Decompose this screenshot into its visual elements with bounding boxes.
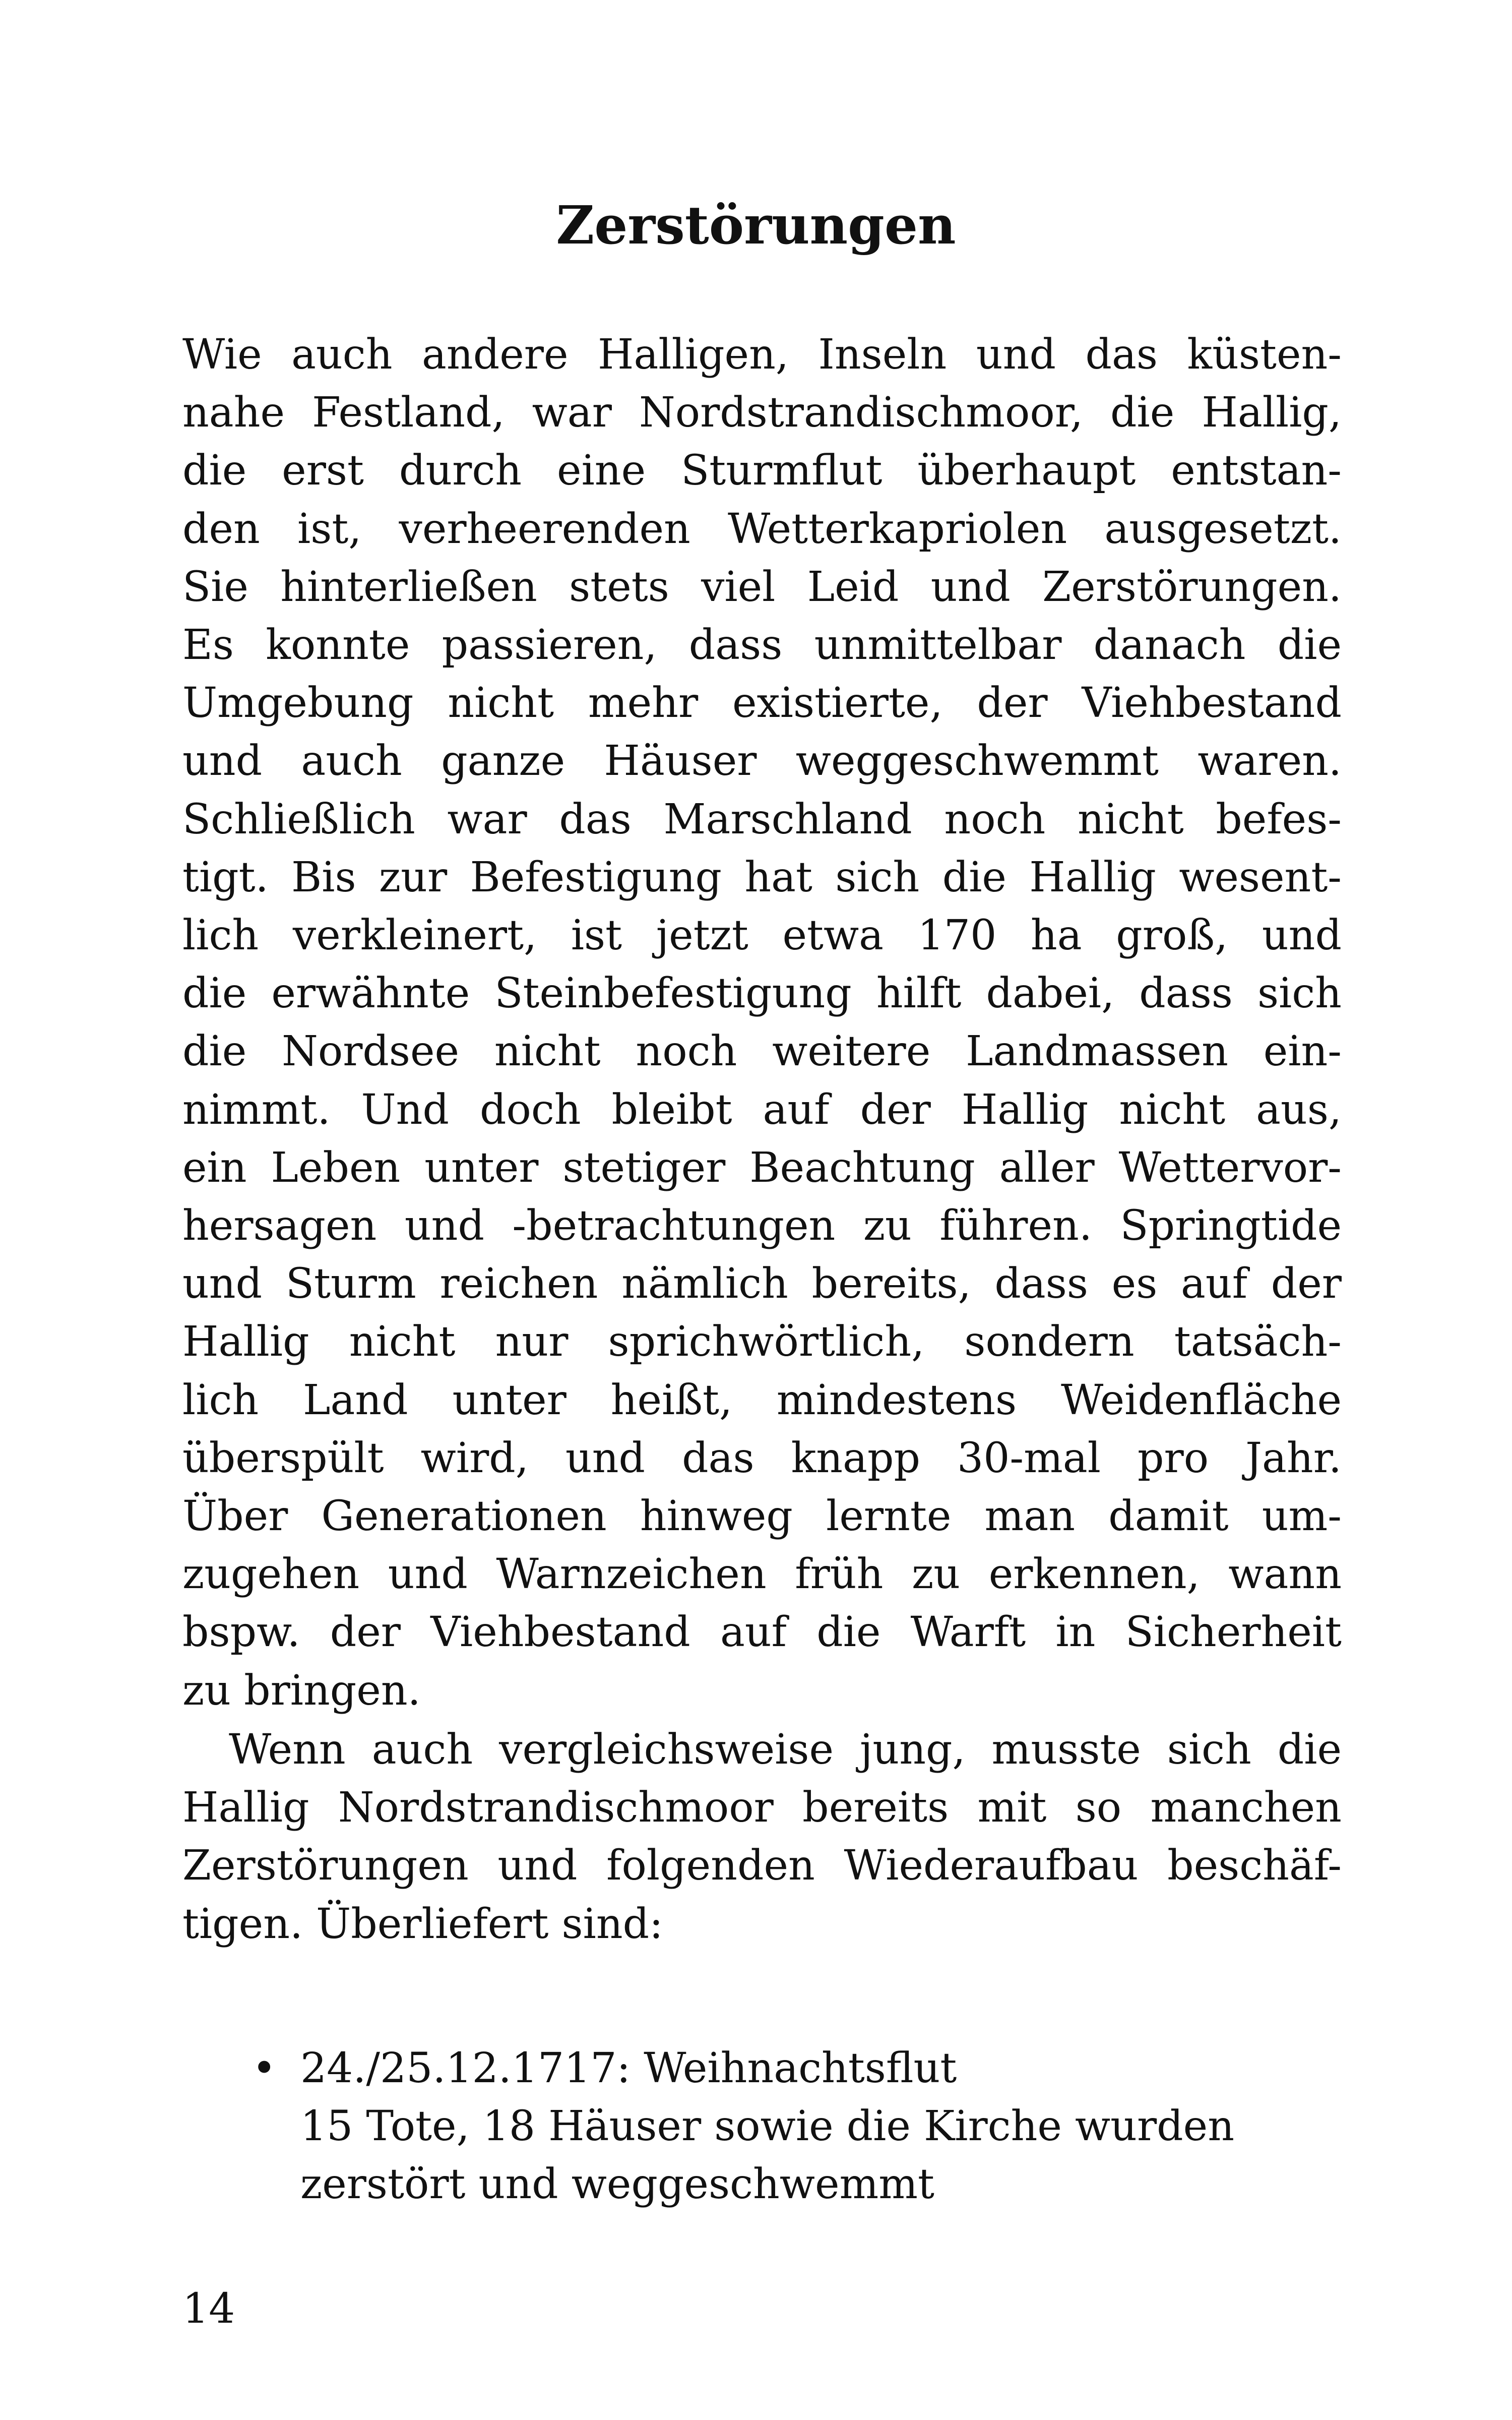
page-title: Zerstörungen xyxy=(556,194,956,256)
text-line: zugehen und Warnzeichen früh zu erkennen, wann xyxy=(182,1550,1342,1599)
paragraph-2 xyxy=(182,1721,1342,1953)
text-line: die Nordsee nicht noch weitere Landmassen ein- xyxy=(182,1027,1342,1076)
text-line: ein Leben unter stetiger Beachtung aller Wettervor- xyxy=(182,1143,1342,1192)
list-item-text: zerstört und weggeschwemmt xyxy=(300,2160,934,2209)
text-line: Umgebung nicht mehr existierte, der Viehbestand xyxy=(182,679,1342,728)
text-line: zu bringen. xyxy=(182,1666,421,1715)
text-line: überspült wird, und das knapp 30-mal pro Jahr. xyxy=(182,1434,1342,1482)
text-line: Sie hinterließen stets viel Leid und Zerstörungen. xyxy=(182,563,1342,611)
text-line: und auch ganze Häuser weggeschwemmt waren. xyxy=(182,737,1342,785)
text-line: Wie auch andere Halligen, Inseln und das küsten- xyxy=(182,331,1342,379)
text-line: und Sturm reichen nämlich bereits, dass es auf der xyxy=(182,1260,1342,1308)
text-line: den ist, verheerenden Wetterkapriolen ausgesetzt. xyxy=(182,505,1342,553)
text-line: Schließlich war das Marschland noch nicht befes- xyxy=(182,795,1342,843)
text-line: Zerstörungen und folgenden Wiederaufbau beschäf- xyxy=(182,1842,1342,1890)
bullet-icon: • xyxy=(252,2044,277,2092)
text-line: tigen. Überliefert sind: xyxy=(182,1900,663,1948)
paragraph-1 xyxy=(182,326,1342,1720)
text-line: nahe Festland, war Nordstrandischmoor, die Hallig, xyxy=(182,389,1342,437)
text-line: lich verkleinert, ist jetzt etwa 170 ha groß, und xyxy=(182,912,1342,960)
text-line: bspw. der Viehbestand auf die Warft in Sicherheit xyxy=(182,1608,1342,1657)
text-line: Es konnte passieren, dass unmittelbar danach die xyxy=(182,621,1342,670)
text-line: die erwähnte Steinbefestigung hilft dabei, dass sich xyxy=(182,970,1342,1018)
text-line: hersagen und -betrachtungen zu führen. Springtide xyxy=(182,1202,1342,1250)
text-line: Wenn auch vergleichsweise jung, musste sich die xyxy=(229,1726,1342,1774)
event-list xyxy=(252,2039,1361,2214)
text-line: nimmt. Und doch bleibt auf der Hallig nicht aus, xyxy=(182,1085,1342,1134)
text-line: tigt. Bis zur Befestigung hat sich die Hallig wesent- xyxy=(182,853,1342,901)
text-line: Über Generationen hinweg lernte man damit um- xyxy=(182,1492,1342,1541)
page-number: 14 xyxy=(182,2285,235,2333)
text-line: Hallig nicht nur sprichwörtlich, sondern tatsäch- xyxy=(182,1318,1342,1366)
text-line: die erst durch eine Sturmflut überhaupt entstan- xyxy=(182,447,1342,495)
list-item-heading: 24./25.12.1717: Weihnachtsflut xyxy=(300,2044,957,2092)
text-line: lich Land unter heißt, mindestens Weidenfläche xyxy=(182,1376,1342,1424)
list-item-text: 15 Tote, 18 Häuser sowie die Kirche wurden xyxy=(300,2102,1235,2151)
text-line: Hallig Nordstrandischmoor bereits mit so manchen xyxy=(182,1784,1342,1832)
list-item xyxy=(252,2039,1361,2214)
